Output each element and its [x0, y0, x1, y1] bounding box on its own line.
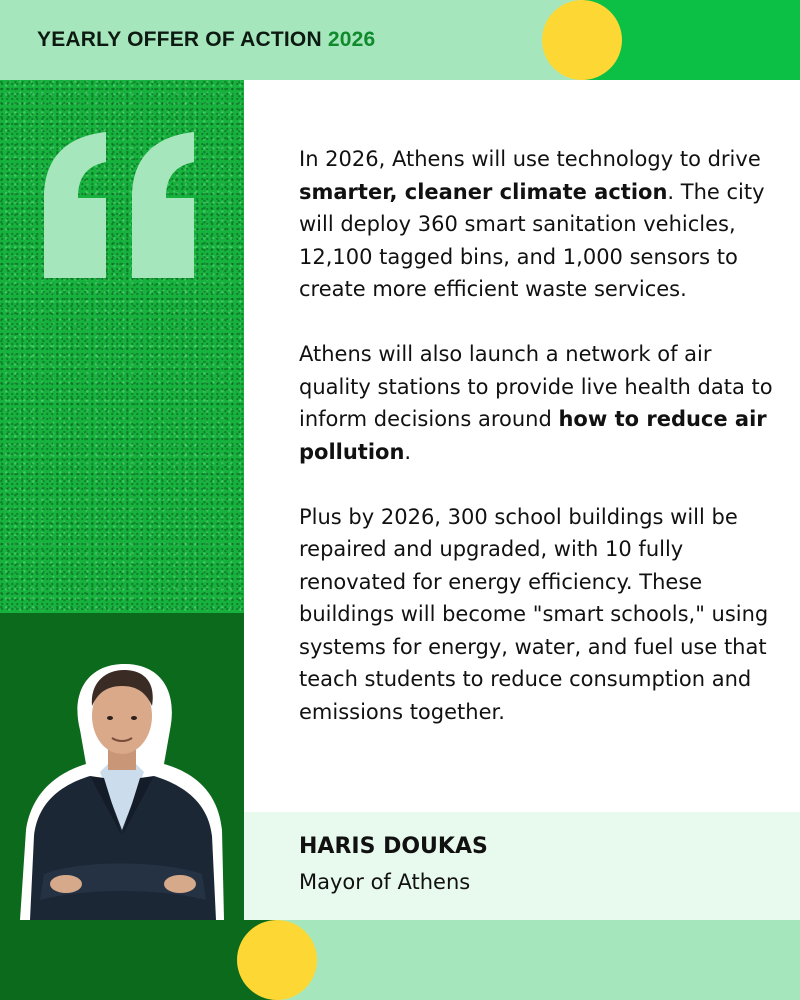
yellow-circle-decoration	[542, 0, 622, 80]
p2-text-b: .	[404, 439, 412, 464]
speaker-portrait	[20, 660, 224, 920]
quote-body	[299, 143, 779, 761]
p1-text-a: In 2026, Athens will use technology to drive	[299, 147, 761, 171]
title-year: 2026	[327, 28, 376, 51]
quote-paragraph-3	[299, 501, 779, 729]
page-title	[37, 28, 375, 52]
title-prefix: YEARLY OFFER OF ACTION	[37, 28, 322, 51]
p2-text-a: Athens will also launch a network of air quality stations to provide live health data to inform decisions around	[299, 342, 773, 431]
yellow-circle-decoration-bottom	[237, 920, 317, 1000]
p2-bold: how to reduce air pollution	[299, 407, 767, 464]
p1-bold: smarter, cleaner climate action	[299, 179, 668, 204]
p3-text: Plus by 2026, 300 school buildings will be repaired and upgraded, with 10 fully renovated for energy efficiency. These buildings will become "smart schools," using systems for energy, water, and fuel use that teach students to reduce consumption and emissions together.	[299, 504, 769, 724]
speaker-title: Mayor of Athens	[299, 870, 471, 894]
textured-green-panel	[0, 80, 244, 613]
footer-dark-block	[0, 920, 276, 1000]
quote-mark-icon	[40, 132, 202, 278]
quote-paragraph-2	[299, 338, 779, 468]
speaker-name: HARIS DOUKAS	[299, 834, 488, 859]
footer-light-block	[276, 920, 800, 1000]
speaker-card	[244, 812, 800, 920]
quote-paragraph-1	[299, 143, 779, 306]
p1-text-b: . The city will deploy 360 smart sanitation vehicles, 12,100 tagged bins, and 1,000 sensors to create more efficient waste services.	[299, 179, 765, 301]
